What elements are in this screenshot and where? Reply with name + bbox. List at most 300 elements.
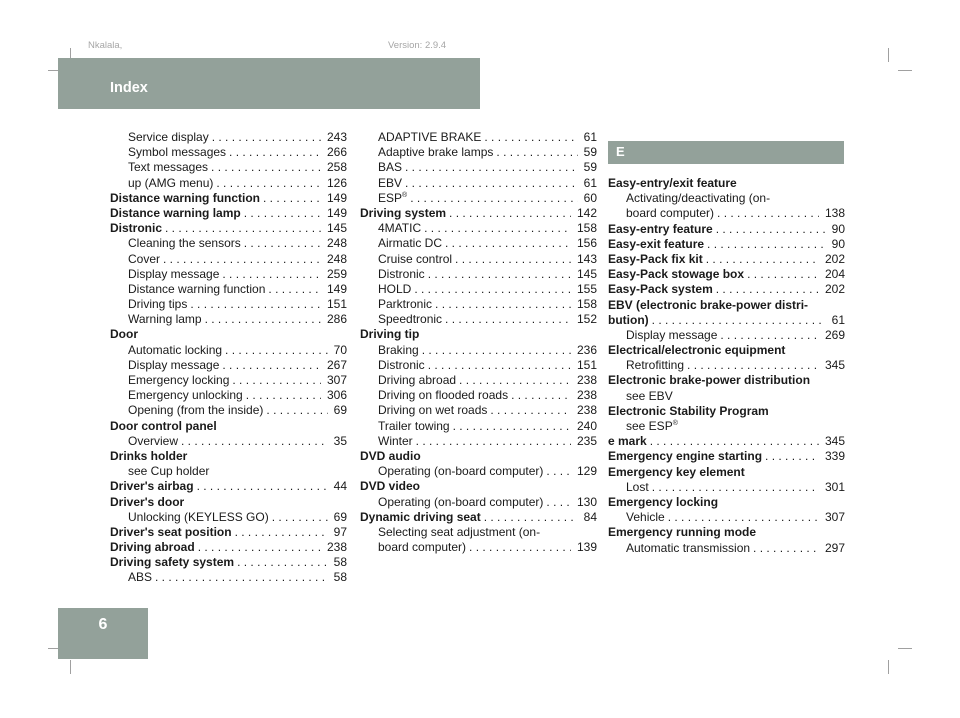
leader-dots: [213, 176, 321, 191]
leader-dots: [713, 282, 819, 297]
index-entry: [360, 267, 597, 282]
index-heading: [360, 449, 597, 464]
index-heading: [608, 222, 845, 237]
entry-text: Door: [110, 327, 138, 342]
entry-text: Easy-entry feature: [608, 221, 713, 236]
index-entry: [360, 525, 597, 540]
entry-text: Cover: [128, 251, 161, 266]
entry-text: Electronic Stability Program: [608, 403, 769, 418]
leader-dots: [450, 419, 571, 434]
entry-text: Trailer towing: [378, 418, 450, 433]
entry-text: Text messages: [128, 160, 209, 175]
index-entry: [110, 130, 347, 145]
index-heading: [360, 479, 597, 494]
entry-text: bution): [608, 312, 649, 327]
index-entry: [110, 282, 347, 297]
index-entry: [110, 267, 347, 282]
index-entry: [360, 130, 597, 145]
entry-text: Airmatic DC: [378, 236, 443, 251]
index-entry: [110, 160, 347, 175]
leader-dots: [194, 479, 328, 494]
index-entry: [110, 252, 347, 267]
leader-dots: [402, 176, 578, 191]
index-entry: [360, 464, 597, 479]
page-ref: 59: [583, 145, 597, 160]
entry-text: Driving tips: [128, 297, 188, 312]
leader-dots: [452, 252, 571, 267]
leader-dots: [665, 510, 819, 525]
crop-mark: [898, 648, 912, 649]
leader-dots: [209, 130, 321, 145]
page-ref: 204: [824, 267, 845, 282]
leader-dots: [481, 510, 578, 525]
leader-dots: [425, 358, 571, 373]
page-ref: 149: [326, 190, 347, 205]
index-heading: [608, 434, 845, 449]
index-heading: [110, 327, 347, 342]
entry-text: Warning lamp: [128, 312, 202, 327]
entry-text: Lost: [626, 479, 649, 494]
page-ref: 156: [576, 236, 597, 251]
registered-mark: ®: [672, 420, 678, 427]
page-ref: 248: [326, 251, 347, 266]
entry-text: Service display: [128, 130, 209, 144]
index-entry: [110, 434, 347, 449]
leader-dots: [446, 206, 571, 221]
entry-text: Operating (on-board computer): [378, 494, 544, 509]
index-entry: [608, 358, 845, 373]
page-ref: 129: [576, 464, 597, 479]
index-heading: [608, 465, 845, 480]
entry-text: ESP®: [378, 190, 408, 205]
index-heading: [360, 206, 597, 221]
entry-text: Driving on wet roads: [378, 403, 488, 418]
page-ref: 126: [326, 175, 347, 190]
index-entry: [110, 373, 347, 388]
leader-dots: [265, 282, 321, 297]
index-heading: [608, 282, 845, 297]
entry-text: Easy-entry/exit feature: [608, 176, 737, 190]
page-ref: 238: [576, 388, 597, 403]
index-entry: [110, 403, 347, 418]
leader-dots: [208, 160, 321, 175]
page-ref: 267: [326, 357, 347, 372]
leader-dots: [543, 495, 571, 510]
entry-text: Retrofitting: [626, 358, 685, 373]
page-ref: 97: [333, 524, 347, 539]
index-entry: [608, 328, 845, 343]
crop-mark: [70, 660, 71, 674]
entry-text: Opening (from the inside): [128, 403, 264, 418]
index-entry: [608, 480, 845, 495]
page-ref: 149: [326, 205, 347, 220]
leader-dots: [232, 525, 328, 540]
entry-text: board computer): [626, 206, 715, 221]
leader-dots: [219, 358, 321, 373]
page-ref: 158: [576, 297, 597, 312]
index-entry: [110, 297, 347, 312]
page-number: 6: [98, 616, 108, 633]
entry-text: Display message: [128, 266, 220, 281]
entry-text: ADAPTIVE BRAKE: [378, 130, 482, 144]
leader-dots: [402, 160, 578, 175]
leader-dots: [744, 267, 819, 282]
entry-text: Electrical/electronic equipment: [608, 343, 786, 358]
leader-dots: [762, 449, 819, 464]
leader-dots: [226, 145, 321, 160]
index-entry: [360, 252, 597, 267]
entry-text: Display message: [128, 357, 220, 372]
entry-text: Easy-Pack system: [608, 282, 713, 297]
index-heading: [608, 252, 845, 267]
page-ref: 297: [824, 540, 845, 555]
entry-text: Driving abroad: [378, 373, 457, 387]
index-entry: [608, 510, 845, 525]
leader-dots: [202, 312, 321, 327]
leader-dots: [160, 252, 321, 267]
page-ref: 155: [576, 281, 597, 296]
page-ref: 238: [326, 540, 347, 555]
watermark-right: Version: 2.9.4: [388, 40, 447, 51]
index-entry: [608, 191, 845, 206]
entry-text: Overview: [128, 433, 179, 448]
leader-dots: [229, 373, 321, 388]
entry-text: Easy-exit feature: [608, 236, 705, 251]
page-ref: 145: [326, 221, 347, 236]
leader-dots: [543, 464, 571, 479]
index-entry: [360, 236, 597, 251]
leader-dots: [243, 388, 321, 403]
index-entry: [360, 297, 597, 312]
page-ref: 151: [576, 357, 597, 372]
entry-text: Unlocking (KEYLESS GO): [128, 509, 269, 524]
index-heading: [608, 525, 845, 540]
entry-text: Speedtronic: [378, 312, 443, 327]
page-ref: 58: [333, 555, 347, 570]
leader-dots: [456, 373, 571, 388]
index-entry: [110, 510, 347, 525]
index-column-left: [110, 130, 347, 586]
leader-dots: [703, 252, 819, 267]
crop-mark: [888, 660, 889, 674]
index-entry: [110, 312, 347, 327]
entry-text: Driving abroad: [110, 540, 195, 555]
page-ref: 345: [824, 358, 845, 373]
entry-text: HOLD: [378, 281, 412, 296]
index-heading: [360, 510, 597, 525]
index-entry: [360, 145, 597, 160]
entry-text: Cleaning the sensors: [128, 236, 241, 251]
leader-dots: [178, 434, 328, 449]
index-entry: [110, 145, 347, 160]
page-ref: 139: [576, 540, 597, 555]
entry-text: Distance warning function: [110, 190, 261, 205]
page-ref: 269: [824, 327, 845, 342]
index-entry: [110, 388, 347, 403]
section-letter: E: [616, 144, 625, 159]
index-entry: [360, 388, 597, 403]
watermark-left: Nkalala,: [88, 40, 123, 51]
entry-text: Selecting seat adjustment (on-: [378, 524, 541, 539]
index-heading: [608, 176, 845, 191]
leader-dots: [714, 206, 819, 221]
leader-dots: [195, 540, 321, 555]
index-entry: [360, 160, 597, 175]
page-ref: 345: [824, 434, 845, 449]
page-ref: 130: [576, 494, 597, 509]
page-ref: 35: [333, 433, 347, 448]
entry-text: 4MATIC: [378, 221, 422, 236]
entry-text: Electronic brake-power distribution: [608, 373, 811, 388]
page-ref: 307: [824, 510, 845, 525]
leader-dots: [152, 570, 328, 585]
page-ref: 90: [831, 221, 845, 236]
index-heading: [110, 206, 347, 221]
index-entry: [110, 570, 347, 585]
index-entry: [360, 358, 597, 373]
leader-dots: [419, 343, 571, 358]
index-entry: [110, 236, 347, 251]
entry-text: Easy-Pack stowage box: [608, 267, 745, 282]
entry-text: Distronic: [110, 221, 163, 236]
entry-text: Emergency locking: [608, 494, 719, 509]
index-entry: [360, 343, 597, 358]
page-ref: 44: [333, 479, 347, 494]
index-entry: [360, 495, 597, 510]
leader-dots: [421, 221, 571, 236]
leader-dots: [413, 434, 571, 449]
registered-mark: ®: [402, 191, 408, 199]
leader-dots: [750, 541, 819, 556]
entry-text: see EBV: [626, 388, 673, 403]
entry-text: DVD video: [360, 479, 421, 494]
page-title: Index: [110, 80, 148, 96]
index-heading: [360, 327, 597, 342]
page-number-box: [58, 608, 148, 659]
entry-text: Driving on flooded roads: [378, 388, 509, 403]
page-ref: 61: [583, 130, 597, 144]
page-ref: 202: [824, 282, 845, 297]
entry-text: Door control panel: [110, 418, 217, 433]
page-ref: 151: [326, 297, 347, 312]
page-ref: 238: [576, 403, 597, 418]
leader-dots: [219, 267, 321, 282]
leader-dots: [425, 267, 571, 282]
index-heading: [110, 525, 347, 540]
entry-text: Dynamic driving seat: [360, 509, 481, 524]
leader-dots: [649, 313, 826, 328]
index-entry: [608, 419, 845, 434]
leader-dots: [442, 236, 571, 251]
page-ref: 306: [326, 388, 347, 403]
entry-text: Cruise control: [378, 251, 453, 266]
leader-dots: [649, 480, 819, 495]
page-ref: 235: [576, 433, 597, 448]
leader-dots: [481, 130, 577, 145]
page-ref: 58: [333, 570, 347, 585]
page-ref: 138: [824, 206, 845, 221]
entry-text: Vehicle: [626, 510, 665, 525]
index-heading: [608, 373, 845, 388]
index-entry: [608, 206, 845, 221]
index-heading: [608, 298, 845, 313]
page-ref: 158: [576, 221, 597, 236]
leader-dots: [487, 403, 571, 418]
index-heading: [110, 540, 347, 555]
index-entry: [360, 419, 597, 434]
leader-dots: [187, 297, 321, 312]
entry-text: BAS: [378, 160, 403, 175]
section-letter-band: [608, 141, 844, 164]
entry-text: e mark: [608, 434, 647, 449]
entry-text: Winter: [378, 433, 413, 448]
page-ref: 145: [576, 266, 597, 281]
page-ref: 90: [831, 236, 845, 251]
leader-dots: [411, 282, 571, 297]
entry-text: Driver's door: [110, 494, 185, 509]
index-heading: [110, 191, 347, 206]
leader-dots: [713, 222, 826, 237]
index-entry: [110, 358, 347, 373]
entry-text: Driving safety system: [110, 555, 235, 570]
page-ref: 258: [326, 160, 347, 175]
index-heading: [110, 419, 347, 434]
index-column-middle: [360, 130, 597, 555]
page-ref: 238: [576, 373, 597, 387]
leader-dots: [263, 403, 327, 418]
leader-dots: [407, 191, 577, 206]
entry-text: Distance warning lamp: [110, 205, 241, 220]
entry-text: EBV (electronic brake-power distri-: [608, 297, 809, 312]
page-ref: 301: [824, 479, 845, 494]
page-ref: 243: [326, 130, 347, 144]
index-heading: [110, 449, 347, 464]
entry-text: Automatic transmission: [626, 540, 751, 555]
entry-text: Distronic: [378, 266, 425, 281]
entry-text: Operating (on-board computer): [378, 464, 544, 479]
entry-text: Driver's seat position: [110, 524, 232, 539]
leader-dots: [269, 510, 328, 525]
leader-dots: [432, 297, 571, 312]
page-ref: 307: [326, 373, 347, 387]
index-heading: [110, 495, 347, 510]
entry-text: Emergency key element: [608, 464, 745, 479]
entry-text: see Cup holder: [128, 464, 210, 479]
index-entry: [360, 282, 597, 297]
index-heading: [608, 237, 845, 252]
page-ref: 286: [326, 312, 347, 327]
leader-dots: [241, 206, 321, 221]
page-ref: 84: [583, 509, 597, 524]
index-heading: [608, 313, 845, 328]
page-ref: 59: [583, 160, 597, 175]
leader-dots: [234, 555, 328, 570]
entry-text: EBV: [378, 175, 403, 190]
entry-text: ABS: [128, 570, 153, 585]
entry-text: Emergency running mode: [608, 525, 757, 540]
page-ref: 69: [333, 403, 347, 418]
entry-text: Driver's airbag: [110, 479, 194, 494]
index-entry: [110, 176, 347, 191]
page-ref: 70: [333, 342, 347, 357]
page-ref: 69: [333, 509, 347, 524]
page-ref: 240: [576, 418, 597, 433]
leader-dots: [222, 343, 328, 358]
crop-mark: [898, 70, 912, 71]
entry-text: Drinks holder: [110, 448, 188, 463]
entry-text: Driving system: [360, 205, 447, 220]
leader-dots: [260, 191, 321, 206]
page-ref: 236: [576, 342, 597, 357]
entry-text: see ESP®: [626, 419, 678, 433]
page-ref: 248: [326, 236, 347, 251]
leader-dots: [717, 328, 819, 343]
index-column-right: [608, 176, 845, 556]
index-entry: [110, 464, 347, 479]
page-ref: 149: [326, 281, 347, 296]
entry-text: Easy-Pack fix kit: [608, 251, 703, 266]
entry-text: Distronic: [378, 357, 425, 372]
page-ref: 61: [831, 312, 845, 327]
leader-dots: [466, 540, 571, 555]
entry-text: Emergency engine starting: [608, 449, 763, 464]
page-ref: 142: [576, 205, 597, 220]
leader-dots: [442, 312, 571, 327]
index-entry: [110, 343, 347, 358]
leader-dots: [493, 145, 577, 160]
page-ref: 152: [576, 312, 597, 327]
index-entry: [608, 389, 845, 404]
index-heading: [608, 449, 845, 464]
index-entry: [360, 191, 597, 206]
entry-text: DVD audio: [360, 448, 421, 463]
entry-text: Automatic locking: [128, 342, 223, 357]
page-ref: 60: [583, 190, 597, 205]
index-heading: [110, 221, 347, 236]
crop-mark: [888, 48, 889, 62]
index-heading: [110, 479, 347, 494]
index-entry: [360, 312, 597, 327]
index-entry: [360, 176, 597, 191]
index-entry: [360, 373, 597, 388]
leader-dots: [704, 237, 826, 252]
index-entry: [360, 221, 597, 236]
index-entry: [360, 434, 597, 449]
entry-text: Display message: [626, 327, 718, 342]
page-ref: 143: [576, 251, 597, 266]
index-heading: [608, 495, 845, 510]
index-heading: [608, 343, 845, 358]
page-ref: 202: [824, 251, 845, 266]
index-heading: [110, 555, 347, 570]
entry-text: Activating/deactivating (on-: [626, 191, 771, 206]
leader-dots: [647, 434, 819, 449]
entry-text: Adaptive brake lamps: [378, 145, 494, 160]
entry-text: board computer): [378, 540, 467, 555]
entry-text: up (AMG menu): [128, 175, 214, 190]
page-ref: 259: [326, 266, 347, 281]
entry-text: Distance warning function: [128, 281, 266, 296]
entry-text: Driving tip: [360, 327, 420, 342]
entry-text: Emergency unlocking: [128, 388, 243, 403]
leader-dots: [684, 358, 819, 373]
leader-dots: [241, 236, 321, 251]
leader-dots: [162, 221, 321, 236]
index-entry: [608, 541, 845, 556]
entry-text: Parktronic: [378, 297, 433, 312]
entry-text: Symbol messages: [128, 145, 227, 160]
entry-text: Braking: [378, 342, 419, 357]
